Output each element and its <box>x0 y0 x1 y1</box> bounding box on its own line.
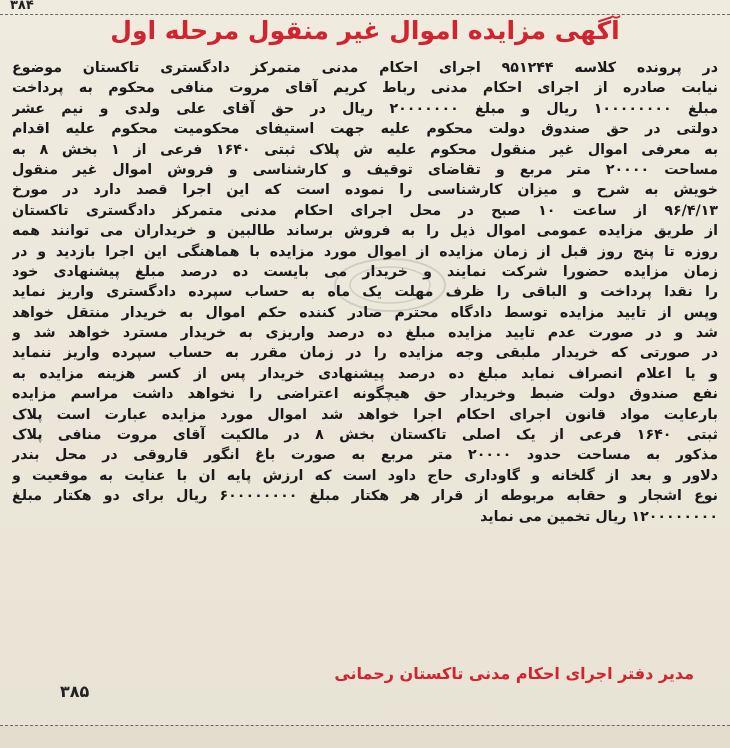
ad-body-line: و یا اعلام انصراف نماید مبلغ ده درصد پیشنهادی خریدار پس از کسر هزینه مزایده به <box>12 365 718 382</box>
ad-body-line: ۹۶/۴/۱۳ از ساعت ۱۰ صبح در محل اجرای احکام مدنی متمرکز دادگستری تاکستان <box>12 202 718 219</box>
ad-number: ۳۸۵ <box>60 682 90 701</box>
ad-body-line: بارعایت مواد قانون اجرای احکام اجرا خواهد شد اموال مورد مزایده عبارت است پلاک <box>12 406 718 423</box>
ad-body-line: زمان مزایده حضورا شرکت نمایند و خریدار می بایست ده درصد مبلغ پیشنهادی خود <box>12 263 718 280</box>
previous-ad-strip <box>0 0 730 15</box>
ad-body-line: مبلغ ۱۰۰۰۰۰۰۰۰ ریال و مبلغ ۲۰۰۰۰۰۰۰ ریال در حق آقای علی ولدی و نیم عشر <box>12 100 718 117</box>
previous-ad-number: ۳۸۴ <box>10 0 34 13</box>
ad-body-line: در پرونده کلاسه ۹۵۱۲۴۴ اجرای احکام مدنی متمرکز دادگستری تاکستان موضوع <box>12 60 718 76</box>
ad-body-line: نوع اشجار و حقابه مربوطه از قرار هر هکتار مبلغ ۶۰۰۰۰۰۰۰۰ ریال برای دو هکتار مبلغ <box>12 488 718 505</box>
ad-body-line: مساحت ۲۰۰۰۰ متر مربع و تقاضای توقیف و کارشناسی و فروش اموال غیر منقول <box>12 161 718 178</box>
ad-body-line: وپس از تایید مزایده توسط دادگاه محترم صادر کننده حکم اموال به خریدار منتقل خواهد <box>12 304 718 321</box>
ad-title: آگهی مزایده اموال غیر منقول مرحله اول <box>110 16 620 45</box>
ad-body-line: ۱۲۰۰۰۰۰۰۰۰ ریال تخمین می نماید <box>480 508 718 525</box>
ad-body-line: روزه تا پنج روز قبل از زمان مزایده از اموال مورد مزایده با هماهنگی این اجرا بازدید و در <box>12 243 718 260</box>
ad-body-line: نفع صندوق دولت ضبط وخریدار حق هیچگونه اعتراضی را نخواهد داشت مراسم مزایده <box>12 386 718 403</box>
ad-body-line: را نقدا پرداخت و الباقی را ظرف مهلت یک ماه به حساب سپرده دادگستری واریز نماید <box>12 284 718 301</box>
ad-body-line: مذکور به مساحت حدود ۲۰۰۰۰ متر مربع به صورت باغ انگور قاروقی در محل بندر <box>12 447 718 464</box>
ad-body-line: در صورتی که خریدار ملبقی وجه مزایده را در زمان مقرر به حساب سپرده واریز ننماید <box>12 345 718 362</box>
signature-line: مدیر دفتر اجرای احکام مدنی تاکستان رحمانی <box>334 664 694 683</box>
ad-body <box>12 58 718 527</box>
ad-body-line: نیابت صادره از اجرای احکام مدنی رباط کریم آقای مروت منافی محکوم به پرداخت <box>12 80 718 97</box>
ad-body-line: دولتی در حق صندوق دولت محکوم علیه جهت استیفای محکومیت محکوم علیه اقدام <box>12 121 718 138</box>
ad-body-line: خویش به شرح و میزان کارشناسی را نموده است که این اجرا قصد دارد در مورخ <box>12 182 718 199</box>
ad-body-line: به معرفی اموال غیر منقول محکوم علیه ش پلاک ثبتی ۱۶۴۰ فرعی از ۱ بخش ۸ به <box>12 141 718 158</box>
next-ad-strip <box>0 725 730 748</box>
ad-body-line: دلاور و بعد از گلخانه و گاوداری حاج داود است که ارزش پایه ان با عنایت به موقعیت و <box>12 467 718 484</box>
ad-body-line: ثبتی ۱۶۴۰ فرعی از یک اصلی تاکستان بخش ۸ در مالکیت آقای مروت منافی پلاک <box>12 427 718 444</box>
ad-body-line: شد و در صورت عدم تایید مزایده مبلغ ده درصد واریزی به خریدار مسترد خواهد شد و <box>12 325 718 342</box>
ad-body-line: از طریق مزایده عمومی اموال ذیل را به فروش برساند طالبین و خریداران می توانند همه <box>12 223 718 240</box>
